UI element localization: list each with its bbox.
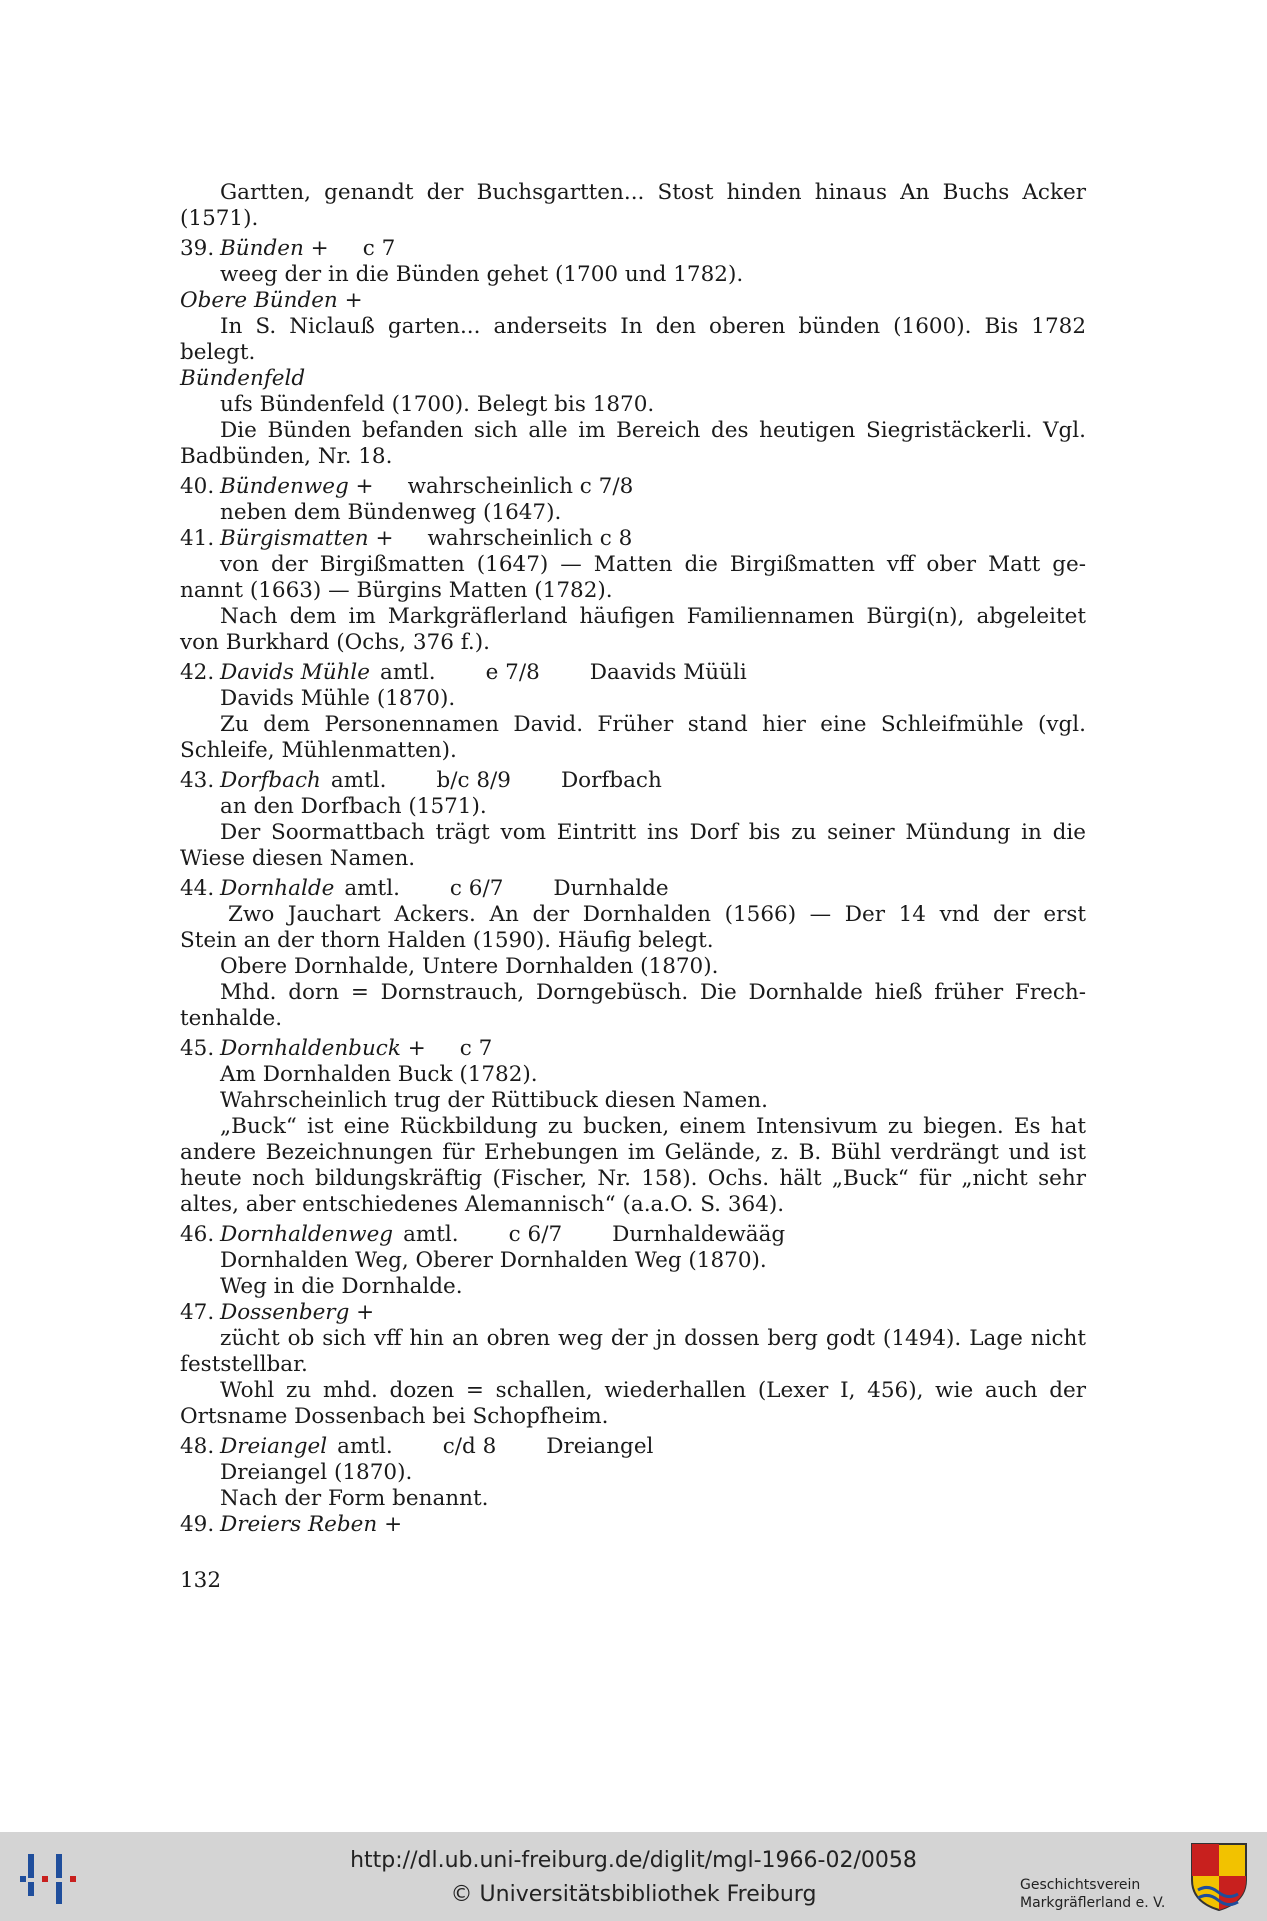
text-line: Weg in die Dornhalde. <box>220 1274 463 1299</box>
coat-of-arms-icon <box>1188 1840 1250 1912</box>
entry-name: Bünden + <box>220 236 329 261</box>
entry-name: Dreiangel <box>220 1434 328 1459</box>
verein-line-2: Markgräflerland e. V. <box>1020 1895 1166 1911</box>
entry-name: Dornhaldenweg <box>220 1222 394 1247</box>
entry-number: 46. <box>180 1222 215 1247</box>
entry-number: 42. <box>180 660 215 685</box>
text-line: tenhalde. <box>180 1006 283 1031</box>
text-line: Nach der Form benannt. <box>220 1486 489 1511</box>
text-line: Wohl zu mhd. dozen = schallen, wiederhallen (Lexer I, 456), wie auch der <box>220 1378 1086 1403</box>
text-line: nannt (1663) — Bürgins Matten (1782). <box>180 578 613 603</box>
entry-number: 39. <box>180 236 215 261</box>
text-line: ufs Bündenfeld (1700). Belegt bis 1870. <box>220 392 655 417</box>
subentry-name: Obere Bünden + <box>180 288 363 313</box>
text-line: Gartten, genandt der Buchsgartten... Stost hinden hinaus An Buchs Acker <box>220 180 1086 205</box>
entry-grid: wahrscheinlich c 7/8 <box>407 474 634 499</box>
entry-dialect: Dreiangel <box>546 1434 654 1459</box>
footer-url[interactable]: http://dl.ub.uni-freiburg.de/diglit/mgl-1966-02/0058 <box>350 1848 917 1873</box>
text-line: heute noch bildungskräftig (Fischer, Nr. 158). Ochs. hält „Buck“ für „nicht sehr <box>180 1166 1086 1191</box>
text-line: Ortsname Dossenbach bei Schopfheim. <box>180 1404 609 1429</box>
entry-number: 48. <box>180 1434 215 1459</box>
entry-grid: b/c 8/9 <box>436 768 511 793</box>
entry-number: 47. <box>180 1300 215 1325</box>
entry-grid: c 7 <box>459 1036 493 1061</box>
entry-48 <box>180 1434 1086 1460</box>
entry-status: amtl. <box>337 1434 393 1459</box>
text-line: altes, aber entschiedenes Alemannisch“ (a.a.O. S. 364). <box>180 1192 785 1217</box>
text-line: Badbünden, Nr. 18. <box>180 444 393 469</box>
entry-grid: c 6/7 <box>508 1222 563 1247</box>
page-number: 132 <box>180 1568 222 1593</box>
text-line: Zwo Jauchart Ackers. An der Dornhalden (1566) — Der 14 vnd der erst <box>228 902 1086 927</box>
text-line: (1571). <box>180 206 259 231</box>
entry-name: Dreiers Reben + <box>220 1512 403 1537</box>
entry-number: 44. <box>180 876 215 901</box>
document-page <box>180 180 1086 1594</box>
text-line: neben dem Bündenweg (1647). <box>220 500 562 525</box>
entry-45 <box>180 1036 1086 1062</box>
footer-bar <box>0 1832 1267 1921</box>
footer-copyright: © Universitätsbibliothek Freiburg <box>450 1882 817 1907</box>
text-line: Obere Dornhalde, Untere Dornhalden (1870). <box>220 954 719 979</box>
text-line: Davids Mühle (1870). <box>220 686 456 711</box>
text-line: Wahrscheinlich trug der Rüttibuck diesen Namen. <box>220 1088 768 1113</box>
text-line: Schleife, Mühlenmatten). <box>180 738 457 763</box>
entry-name: Dossenberg + <box>220 1300 375 1325</box>
entry-40 <box>180 474 1086 500</box>
entry-name: Bürgismatten + <box>220 526 394 551</box>
entry-39 <box>180 236 1086 262</box>
entry-46 <box>180 1222 1086 1248</box>
verein-name <box>1020 1876 1165 1912</box>
text-line: andere Bezeichnungen für Erhebungen im Gelände, z. B. Bühl verdrängt und ist <box>180 1140 1086 1165</box>
text-line: belegt. <box>180 340 256 365</box>
entry-number: 45. <box>180 1036 215 1061</box>
text-line: Zu dem Personennamen David. Früher stand hier eine Schleifmühle (vgl. <box>220 712 1086 737</box>
entry-49 <box>180 1512 1086 1538</box>
entry-dialect: Durnhaldewääg <box>612 1222 786 1247</box>
text-line: Dornhalden Weg, Oberer Dornhalden Weg (1870). <box>220 1248 767 1273</box>
entry-grid: c/d 8 <box>442 1434 497 1459</box>
entry-status: amtl. <box>380 660 436 685</box>
entry-name: Dornhalde <box>220 876 335 901</box>
text-line: Nach dem im Markgräflerland häufigen Familiennamen Bürgi(n), abgeleitet <box>220 604 1086 629</box>
entry-status: amtl. <box>330 768 387 793</box>
text-line: „Buck“ ist eine Rückbildung zu bucken, einem Intensivum zu biegen. Es hat <box>220 1114 1086 1139</box>
text-line: Dreiangel (1870). <box>220 1460 413 1485</box>
entry-grid: wahrscheinlich c 8 <box>427 526 633 551</box>
entry-name: Davids Mühle <box>220 660 371 685</box>
entry-name: Bündenweg + <box>220 474 374 499</box>
text-line: an den Dorfbach (1571). <box>220 794 487 819</box>
entry-43 <box>180 768 1086 794</box>
entry-status: amtl. <box>344 876 400 901</box>
text-line: In S. Niclauß garten... anderseits In den oberen bünden (1600). Bis 1782 <box>220 314 1086 339</box>
text-line: Stein an der thorn Halden (1590). Häufig belegt. <box>180 928 714 953</box>
entry-name: Dornhaldenbuck + <box>220 1036 426 1061</box>
entry-name: Dorfbach <box>220 768 321 793</box>
entry-number: 41. <box>180 526 215 551</box>
subentry-name: Bündenfeld <box>180 366 306 391</box>
verein-line-1: Geschichtsverein <box>1020 1877 1141 1893</box>
text-line: von der Birgißmatten (1647) — Matten die Birgißmatten vff ober Matt ge- <box>220 552 1086 577</box>
entry-number: 49. <box>180 1512 215 1537</box>
entry-grid: e 7/8 <box>485 660 540 685</box>
text-line: Die Bünden befanden sich alle im Bereich des heutigen Siegristäckerli. Vgl. <box>220 418 1086 443</box>
entry-42 <box>180 660 1086 686</box>
entry-number: 43. <box>180 768 215 793</box>
text-line: von Burkhard (Ochs, 376 f.). <box>180 630 490 655</box>
entry-dialect: Daavids Müüli <box>589 660 747 685</box>
entry-dialect: Dorfbach <box>560 768 662 793</box>
text-line: weeg der in die Bünden gehet (1700 und 1782). <box>220 262 744 287</box>
entry-dialect: Durnhalde <box>553 876 669 901</box>
text-line: Der Soormattbach trägt vom Eintritt ins Dorf bis zu seiner Mündung in die <box>220 820 1086 845</box>
text-line: feststellbar. <box>180 1352 308 1377</box>
text-line: Mhd. dorn = Dornstrauch, Dorngebüsch. Die Dornhalde hieß früher Frech- <box>220 980 1086 1005</box>
entry-grid: c 7 <box>362 236 396 261</box>
entry-number: 40. <box>180 474 215 499</box>
text-line: Am Dornhalden Buck (1782). <box>220 1062 538 1087</box>
entry-41 <box>180 526 1086 552</box>
entry-44 <box>180 876 1086 902</box>
entry-47 <box>180 1300 1086 1326</box>
entry-grid: c 6/7 <box>449 876 504 901</box>
entry-status: amtl. <box>403 1222 459 1247</box>
text-line: Wiese diesen Namen. <box>180 846 416 871</box>
text-line: zücht ob sich vff hin an obren weg der jn dossen berg godt (1494). Lage nicht <box>220 1326 1086 1351</box>
